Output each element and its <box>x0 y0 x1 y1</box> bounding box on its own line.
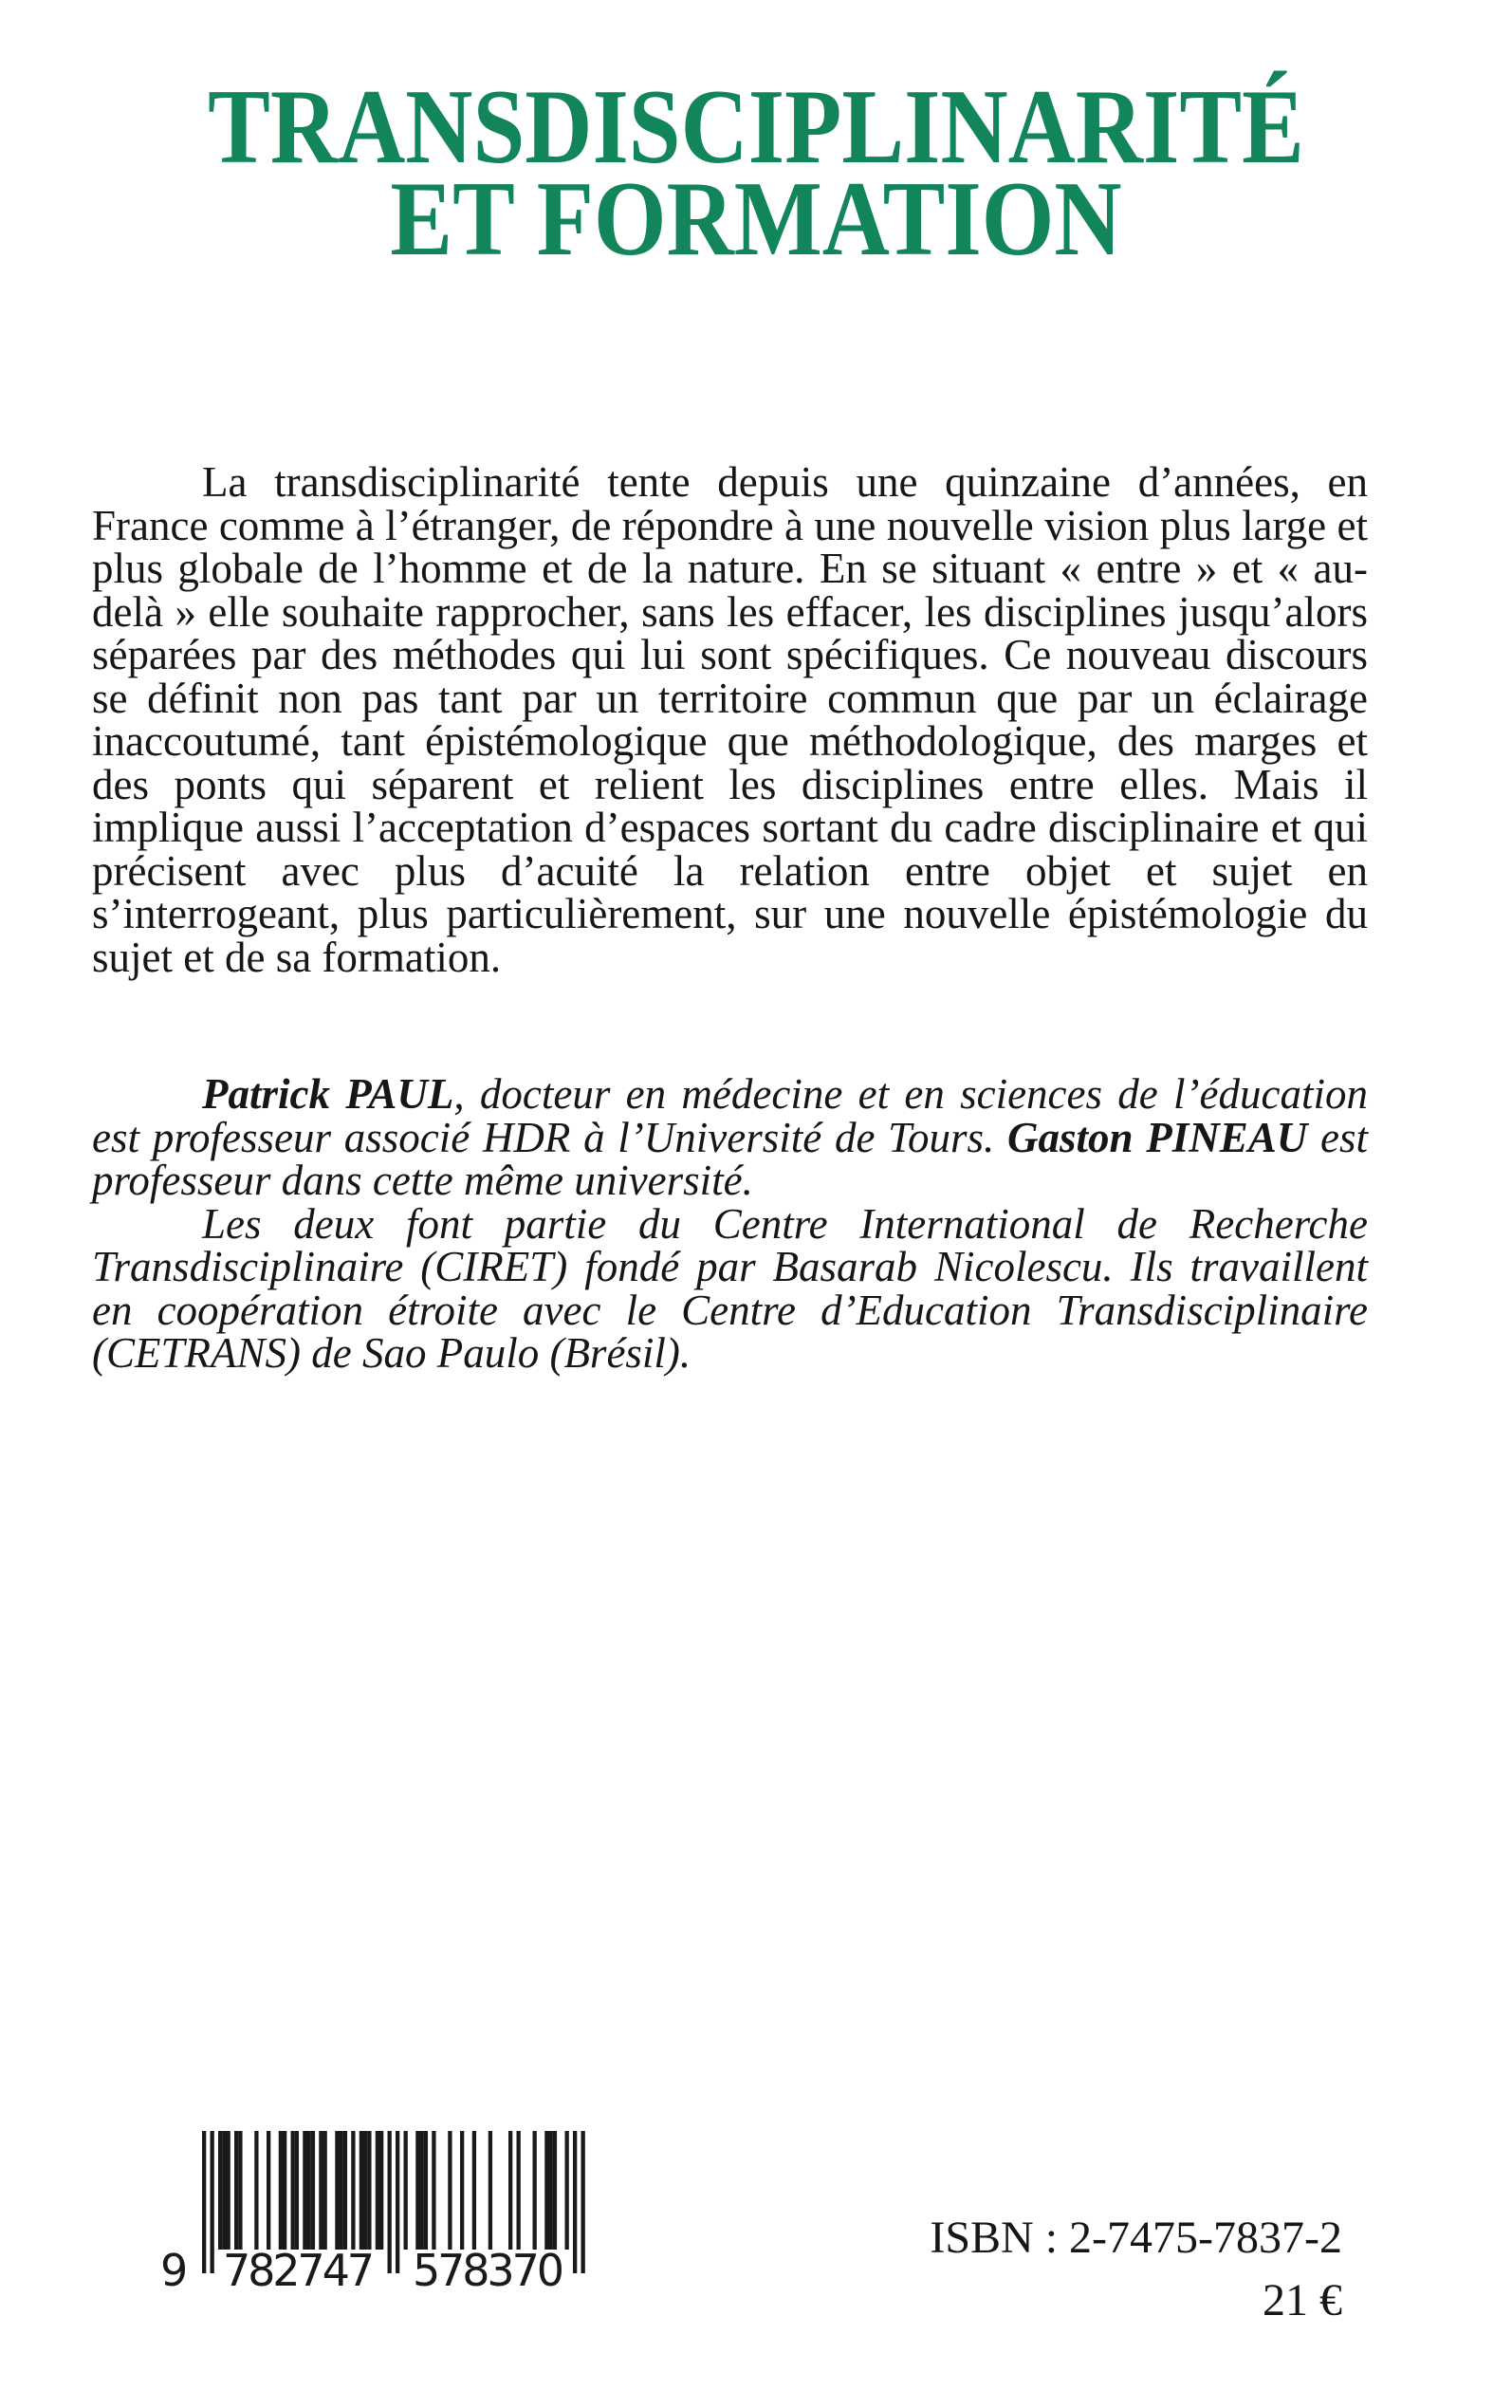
isbn-label: ISBN : 2-7475-7837-2 <box>930 2213 1342 2263</box>
bio-text-segment: est professeur dans cette même université. <box>92 1113 1368 1204</box>
isbn-price-block <box>930 2207 1342 2332</box>
barcode-svg <box>155 2131 591 2297</box>
author-bio <box>92 1070 1368 1377</box>
synopsis-paragraph: La transdisciplinarité tente depuis une quinzaine d’années, en France comme à l’étranger, de répondre à une nouvelle vision plus large et plus globale de l’homme et de la nature. En se situant « entre » et « au-delà » elle souhaite rapprocher, sans les effacer, les disciplines jusqu’alors séparées par des méthodes qui lui sont spécifiques. Ce nouveau discours se définit non pas tant par un territoire commun que par un éclairage inaccoutumé, tant épistémologique que méthodologique, des marges et des ponts qui séparent et relient les disciplines entre elles. Mais il implique aussi l’acceptation d’espaces sortant du cadre disciplinaire et qui précisent avec plus d’acuité la relation entre objet et sujet en s’interrogeant, plus particulièrement, sur une nouvelle épistémologie du sujet et de sa formation. <box>92 458 1368 981</box>
author-name-patrick-paul: Patrick PAUL <box>202 1070 454 1118</box>
book-title-line-1: TRANSDISCIPLINARITÉ <box>208 68 1304 186</box>
price-label: 21 € <box>1263 2275 1342 2325</box>
bio-text-segment: , docteur en médecine et en sciences de l’éducation est professeur associé HDR à l’Université de Tours. <box>92 1070 1368 1161</box>
barcode-left-digits: 782747 <box>223 2245 375 2296</box>
barcode-right-digits: 578370 <box>413 2245 564 2296</box>
book-title-line-2: ET FORMATION <box>390 160 1122 278</box>
bio-paragraph-ciret: Les deux font partie du Centre International de Recherche Transdisciplinaire (CIRET) fondé par Basarab Nicolescu. Ils travaillent en coopération étroite avec le Centre d’Education Transdisciplinaire (CETRANS) de Sao Paulo (Brésil). <box>92 1199 1368 1377</box>
book-title <box>91 68 1422 278</box>
author-name-gaston-pineau: Gaston PINEAU <box>1007 1113 1308 1161</box>
ean13-barcode <box>155 2131 591 2297</box>
bio-paragraph-authors <box>92 1070 1368 1204</box>
barcode-first-digit: 9 <box>160 2245 189 2296</box>
